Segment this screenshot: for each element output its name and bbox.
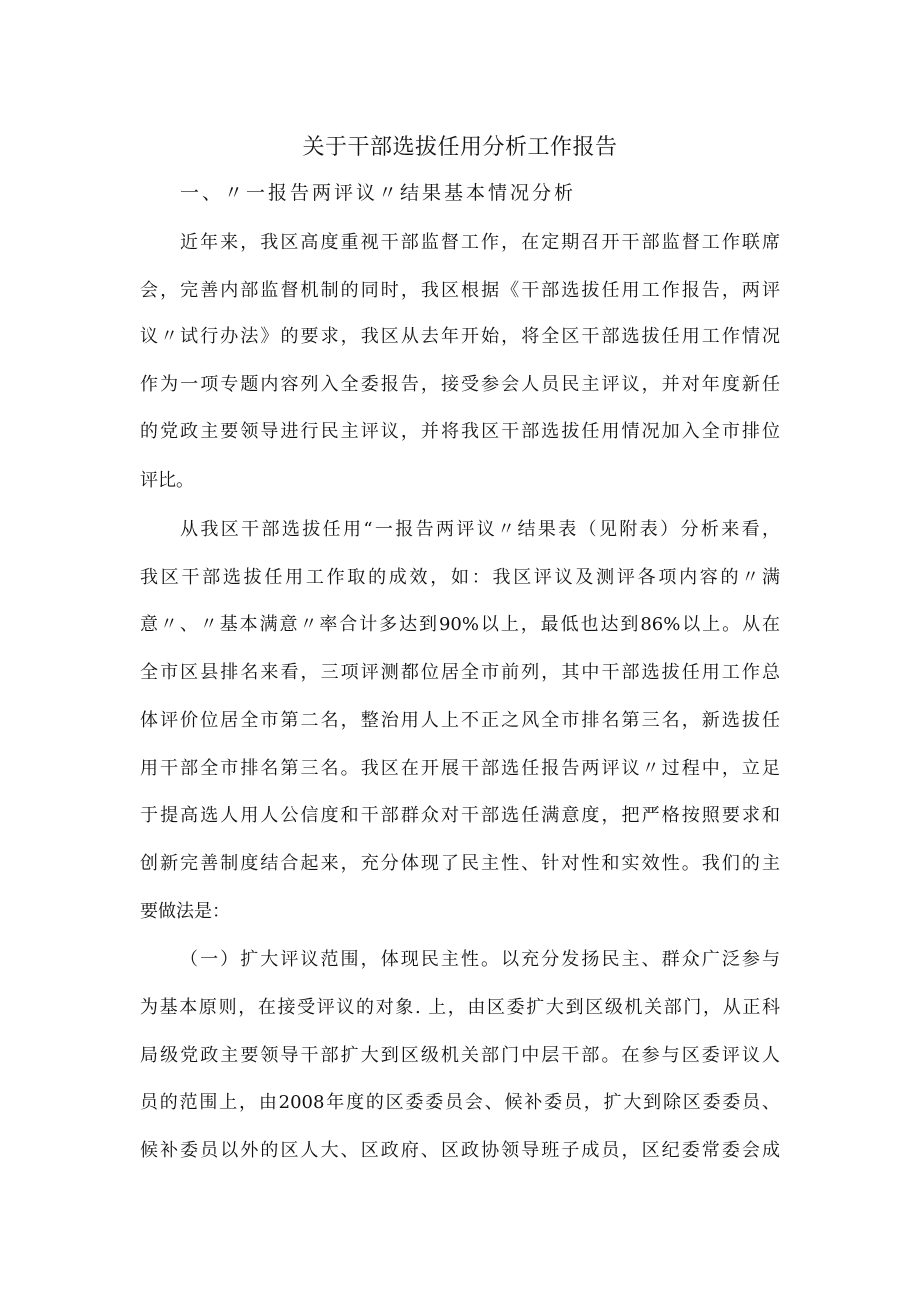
text-line: 近年来，我区高度重视干部监督工作，在定期召开干部监督工作联席	[180, 232, 780, 253]
text-line: 为基本原则，在接受评议的对象. 上，由区委扩大到区级机关部门，从正科	[140, 997, 780, 1018]
text-line: 体评价位居全市第二名，整治用人上不正之风全市排名第三名，新选拔任	[140, 710, 780, 731]
text-line: 用干部全市排名第三名。我区在开展干部选任报告两评议〃过程中，立足	[140, 758, 780, 779]
text-line: 评比。	[140, 470, 194, 491]
document-title: 关于干部选拔任用分析工作报告	[302, 135, 618, 160]
text-line: 要做法是：	[140, 901, 230, 922]
text-line: 于提高选人用人公信度和干部群众对干部选任满意度，把严格按照要求和	[140, 805, 780, 826]
text-line: 从我区干部选拔任用“一报告两评议〃结果表（见附表）分析来看，	[180, 519, 780, 540]
text-line: 全市区县排名来看，三项评测都位居全市前列，其中干部选拔任用工作总	[140, 662, 780, 683]
text-line: 作为一项专题内容列入全委报告，接受参会人员民主评议，并对年度新任	[140, 374, 780, 395]
text-line: 局级党政主要领导干部扩大到区级机关部门中层干部。在参与区委评议人	[140, 1045, 780, 1066]
text-line: 意〃、〃基本满意〃率合计多达到90%以上，最低也达到86%以上。从在	[140, 614, 780, 635]
text-line: 的党政主要领导进行民主评议，并将我区干部选拔任用情况加入全市排位	[140, 421, 780, 442]
text-line: 员的范围上，由2008年度的区委委员会、候补委员，扩大到除区委委员、	[140, 1092, 780, 1113]
text-line: 创新完善制度结合起来，充分体现了民主性、针对性和实效性。我们的主	[140, 853, 780, 874]
text-line: 议〃试行办法》的要求，我区从去年开始，将全区干部选拔任用工作情况	[140, 326, 780, 347]
text-line: 我区干部选拔任用工作取的成效，如：我区评议及测评各项内容的〃满	[140, 567, 780, 588]
text-line: （一）扩大评议范围，体现民主性。以充分发扬民主、群众广泛参与	[180, 949, 780, 970]
section-heading: 一、〃一报告两评议〃结果基本情况分析	[180, 182, 577, 204]
text-line: 候补委员以外的区人大、区政府、区政协领导班子成员，区纪委常委会成	[140, 1140, 780, 1161]
text-line: 会，完善内部监督机制的同时，我区根据《干部选拔任用工作报告，两评	[140, 280, 780, 301]
